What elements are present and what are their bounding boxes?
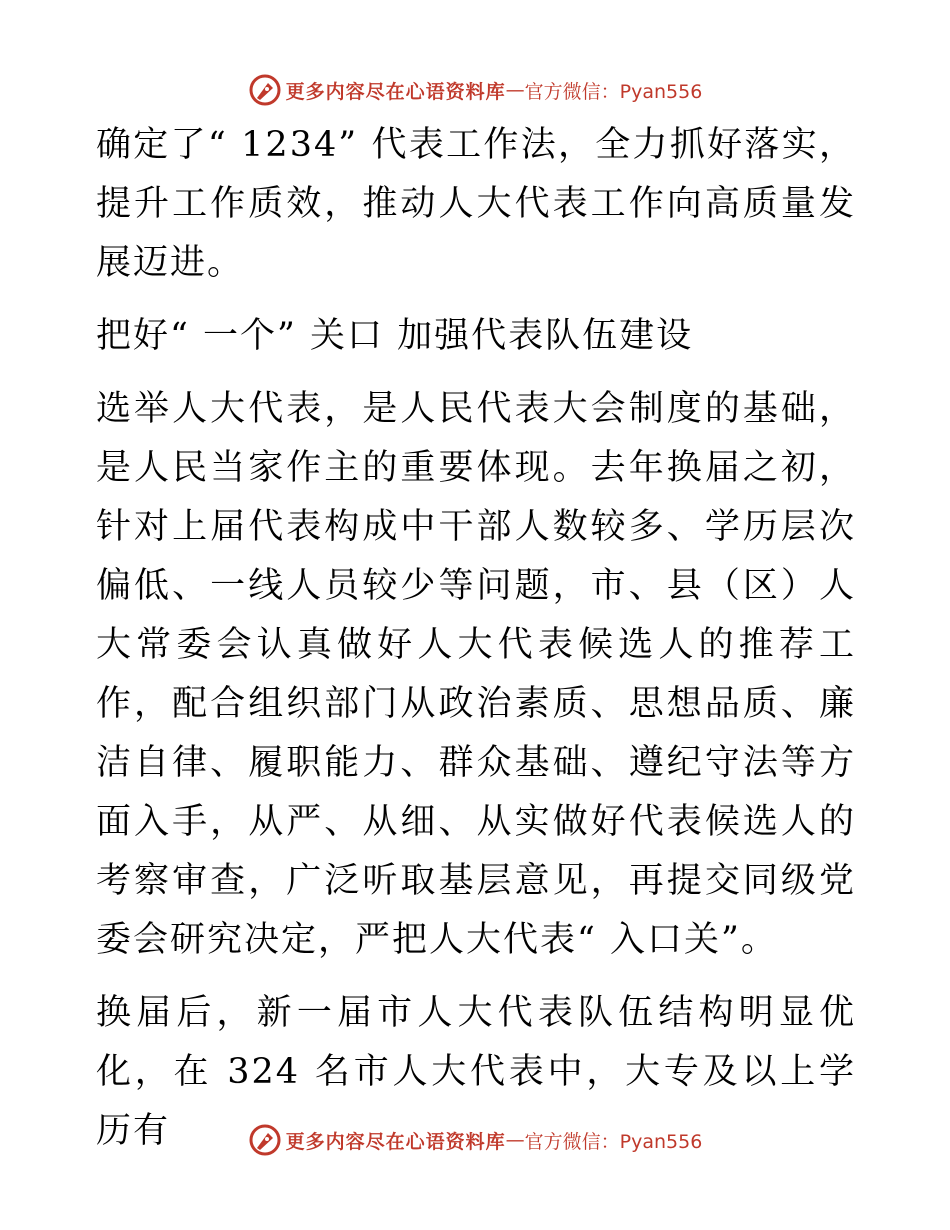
footer-watermark-banner: [0, 1120, 950, 1160]
header-watermark-banner: [0, 70, 950, 110]
paragraph-intro: 确定了“ 1234” 代表工作法，全力抓好落实，提升工作质效，推动人大代表工作向高质量发展迈进。: [96, 125, 856, 283]
pen-nib-circle-icon: [248, 73, 282, 107]
watermark-wechat: 官方微信：Pyan556: [524, 80, 703, 103]
section-heading: 把好“ 一个” 关口 加强代表队伍建设: [96, 316, 694, 356]
watermark-wechat: 官方微信：Pyan556: [524, 1130, 703, 1153]
watermark-brand: 更多内容尽在心语资料库: [285, 1130, 506, 1153]
document-body: [96, 116, 856, 1161]
watermark-separator: —: [505, 1129, 525, 1151]
watermark-separator: —: [505, 79, 525, 101]
paragraph-election: 选举人大代表，是人民代表大会制度的基础，是人民当家作主的重要体现。去年换届之初，针对上届代表构成中干部人数较多、学历层次偏低、一线人员较少等问题，市、县（区）人大常委会认真做好人大代表候选人的推荐工作，配合组织部门从政治素质、思想品质、廉洁自律、履职能力、群众基础、遵纪守法等方面入手，从严、从细、从实做好代表候选人的考察审查，广泛听取基层意见，再提交同级党委会研究决定，严把人大代表“ 入口关”。: [96, 389, 856, 960]
pen-nib-circle-icon: [248, 1123, 282, 1157]
watermark-brand: 更多内容尽在心语资料库: [285, 80, 506, 103]
paragraph-after-election: 换届后，新一届市人大代表队伍结构明显优化，在 324 名市人大代表中，大专及以上学历有: [96, 993, 856, 1151]
